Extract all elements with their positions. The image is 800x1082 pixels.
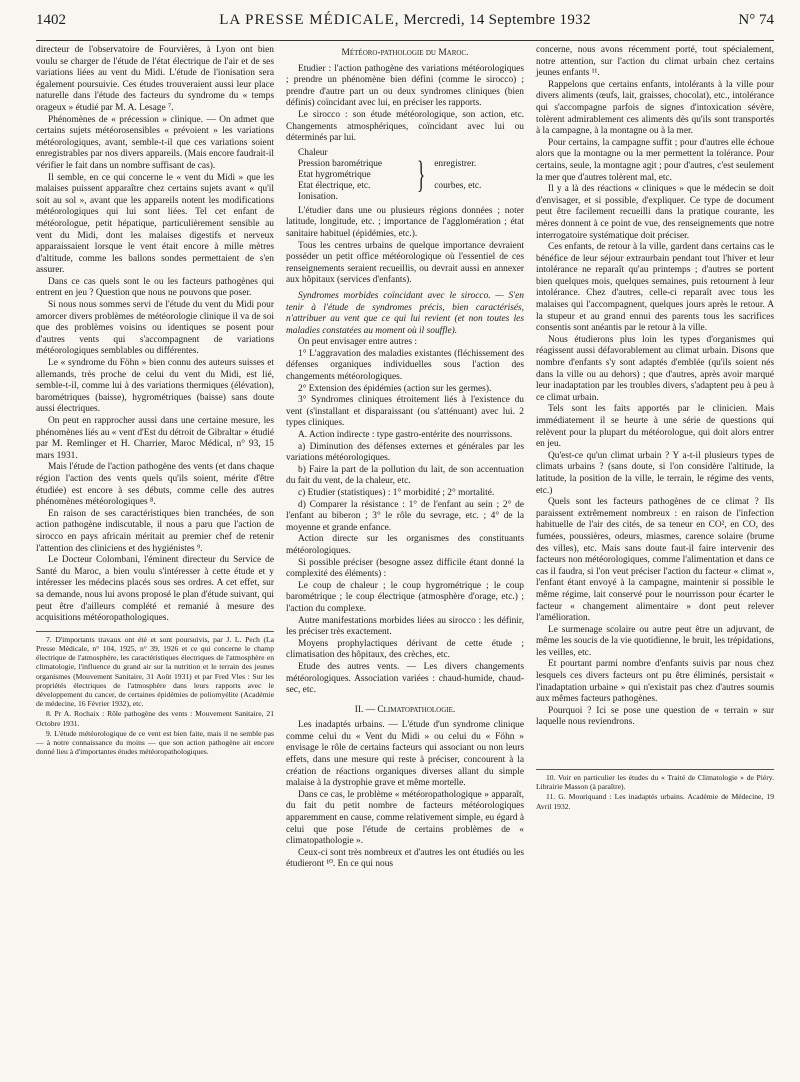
page-header (36, 12, 774, 36)
paragraph: d) Comparer la résistance : 1° de l'enfant au sein ; 2° de l'enfant au biberon ; 3° le rôle du sevrage, etc. ; 4° de la moyenne et grande enfance. (286, 499, 524, 533)
paragraph: 3° Syndromes cliniques étroitement liés à l'existence du vent (s'installant et disparaissant (ou s'atténuant) avec lui. 2 types cliniques. (286, 395, 524, 429)
columns (36, 45, 774, 871)
paragraph: Quels sont les facteurs pathogènes de ce climat ? Ils paraissent extrêmement nombreux : en raison de l'infection habituelle de l'air des cités, de sa teneur en CO², en CO, des fumées, poussières, odeurs, miasmes, carence solaire (brume des villes), etc. Mais sans doute faut-il faire intervenir des facteurs non météorologiques, comme l'alimentation et dans ce cas il faudra, si l'on veut préciser l'action du facteur « climat », l'enfant étant envoyé à la campagne, maintenir si possible le même régime, lait conservé pour le nourrisson pour écarter le facteur « changement alimentaire » dont peut relever l'amélioration. (536, 497, 774, 624)
paragraph: Dans ce cas quels sont le ou les facteurs pathogènes qui entrent en jeu ? Question que nous ne pouvons que poser. (36, 276, 274, 299)
factor-item: Ionisation. (298, 191, 338, 202)
paragraph: Si possible préciser (besogne assez difficile étant donné la complexité des éléments) : (286, 557, 524, 580)
paragraph: Mais l'étude de l'action pathogène des vents (et dans chaque région l'action des vents quels qu'ils soient, mérite d'être étudiée) est encore à ses débuts, comme celle des autres phénomènes météorologiques ⁸. (36, 462, 274, 508)
footnote: 7. D'importants travaux ont été et sont poursuivis, par J. L. Pech (La Presse Médicale, n° 104, 1925, n° 39, 1926 et ce qui concerne le champ électrique de l'atmosphère, les caractéristiques électriques de l'atmosphère en climatologie, l'influence du grand air sur la nutrition et le terrain des jeunes organismes (Mouvement Sanitaire, 31 Août 1931) et par Fred Vles : Sur les propriétés électriques de l'atmosphère dans leurs rapports avec le développement du cancer, de certaines épidémies de poliomyélite (Académie de médecine, 16 Février 1932), etc. (36, 634, 274, 709)
paragraph: a) Diminution des défenses externes et générales par les variations météorologiques. (286, 441, 524, 464)
paragraph: Le « syndrome du Föhn » bien connu des auteurs suisses et allemands, très proche de celui du vent du Midi, est lié, semble-t-il, comme lui à des variations thermiques (élévation), barométriques (baisse), hygrométriques (baisse) sans doute aussi électriques. (36, 358, 274, 415)
paragraph: On peut envisager entre autres : (298, 337, 417, 348)
paragraph: directeur de l'observatoire de Fourvières, à Lyon ont bien voulu se charger de l'étude de l'état électrique de l'air et de ses variations liées au vent du Midi. L'étude de l'ionisation sera également poursuivie. Ces études trouveraient aussi leur place naturelle dans l'étude des facteurs du syndrome du « temps orageux » étudié par M. A. Lesage ⁷. (36, 45, 274, 113)
paragraph: Le Docteur Colombani, l'éminent directeur du Service de Santé du Maroc, a bien voulu s'intéresser à cette étude et y intéresser les médecins placés sous ses ordres. A cet effet, sur sa demande, nous lui avons proposé le plan d'étude suivant, qui peut être d'ailleurs complété et remanié à mesure des acquisitions météoropathologiques. (36, 555, 274, 624)
paragraph: Pourquoi ? Ici se pose une question de « terrain » sur laquelle nous reviendrons. (536, 705, 774, 728)
paragraph: Il semble, en ce qui concerne le « vent du Midi » que les malaises puissent apparaître chez certains sujets avant « qu'il soit au sol », avant que les appareils notent les modifications météorologiques qui lui sont liées. Tel cet enfant de météorologue, petit hépatique, particulièrement sensible au vent du Midi, dont les malaises digestifs et nerveux apparaissaient lorsque le vent était encore à mille mètres d'altitude, comme les ballons sondes permettaient de s'en assurer. (36, 172, 274, 276)
paragraph: En raison de ses caractéristiques bien tranchées, de son action pathogène indiscutable, il nous a paru que l'action de sirocco en pays africain méritait au premier chef de retenir l'attention des cliniciens et des hygiénistes ⁹. (36, 508, 274, 554)
issue-number: N° 74 (738, 12, 774, 28)
paragraph: Si nous nous sommes servi de l'étude du vent du Midi pour amorcer divers problèmes de météorologie clinique il va de soi que des problèmes voisins ou identiques se posent pour d'autres vents qui s'accompagnent de variations météorologiques semblables ou différentes. (36, 300, 274, 357)
paragraph: Le surmenage scolaire ou autre peut être un adjuvant, de même les soucis de la vie quotidienne, le bruit, les trépidations, les veilles, etc. (536, 624, 774, 658)
factors-table (298, 148, 524, 203)
paragraph: Etudier : l'action pathogène des variations météorologiques ; prendre un phénomène bien défini (comme le sirocco) ; prendre d'autre part un ou deux syndromes cliniques (bien définis) coïncidant avec lui, en préciser les rapports. (286, 63, 524, 109)
paragraph: Et pourtant parmi nombre d'enfants suivis par nous chez lesquels ces divers facteurs ont pu être éliminés, persistait « l'inadaptation urbaine » qui n'existait pas chez d'autres soumis aux mêmes facteurs pathogènes. (536, 659, 774, 705)
paragraph: 2° Extension des épidémies (action sur les germes). (298, 383, 492, 394)
paragraph: Il y a là des réactions « cliniques » que le médecin se doit d'envisager, et si possible, d'expliquer. Ce type de document peut être facilement recueilli dans la pratique courante, les mères donnent à ce point de vue, des renseignements que notre interrogatoire systématique doit préciser. (536, 184, 774, 241)
footnotes-left (36, 631, 274, 757)
paragraph: Etude des autres vents. — Les divers changements météorologiques. Association variées : chaud-humide, chaud-sec, etc. (286, 661, 524, 696)
factors-actions (434, 159, 481, 192)
paragraph: Ces enfants, de retour à la ville, gardent dans certains cas le bénéfice de leur séjour extraurbain pendant tout l'hiver et leur intolérance ne reparaît qu'au printemps ; d'autres se portent bien quelques mois, quelques semaines, puis retournent à leur intolérance. Chez d'autres, celle-ci reparaît avec tous les malaises qui l'accompagnent, quelques jours après le retour. A la stupeur et au grand ennui des parents tous les sacrifices consentis sont anéantis par le retour à la ville. (536, 242, 774, 334)
factor-action: enregistrer. (434, 158, 477, 169)
paragraph: 1° L'aggravation des maladies existantes (fléchissement des défenses organiques individuelles sous l'action des changements météorologiques. (286, 348, 524, 383)
factors-list (298, 148, 408, 203)
paragraph: Rappelons que certains enfants, intolérants à la ville pour divers aliments (œufs, lait, graisses, chocolat), etc., intolérance qui s'accompagne parfois de signes d'intoxication sévère, tolèrent admirablement ces aliments dès qu'ils sont transportés à la campagne, à la montagne ou à la mer. (536, 79, 774, 137)
paragraph: Le coup de chaleur ; le coup hygrométrique ; le coup barométrique ; le coup électrique (atmosphère d'orage, etc.) ; l'action du complexe. (286, 580, 524, 614)
footnotes-right (536, 769, 774, 811)
paragraph: Pour certains, la campagne suffit ; pour d'autres elle échoue alors que la montagne ou la mer permettent la tolérance. Pour certains, seule, la montagne agit ; pour d'autres, c'est seulement la mer que d'autres tolèrent mal, etc. (536, 137, 774, 183)
paragraph: Syndromes morbides coïncidant avec le sirocco. — S'en tenir à l'étude de syndromes précis, bien caractérisés, n'attribuer au vent que ce qui lui revient (et non toutes les maladies constatées au moment où il souffle). (286, 290, 524, 336)
paragraph: L'étudier dans une ou plusieurs régions données ; noter latitude, longitude, etc. ; importance de l'agglomération ; état sanitaire habituel (épidémies, etc.). (286, 205, 524, 239)
factor-action: courbes, etc. (434, 180, 482, 191)
journal-name: LA PRESSE MÉDICALE, (219, 12, 400, 28)
column-middle (286, 45, 524, 871)
section-heading: Météoro-pathologie du Maroc. (341, 48, 469, 58)
paragraph: A. Action indirecte : type gastro-entérite des nourrissons. (298, 430, 513, 441)
factor-item: Etat hygrométrique (298, 169, 371, 180)
paragraph: Autre manifestations morbides liées au sirocco : les définir, les préciser très exactement. (286, 615, 524, 638)
paragraph: Tous les centres urbains de quelque importance devraient posséder un petit office météorologique où l'essentiel de ces renseignements seraient recueillis, ou devrait aussi en annexer aux hôpitaux (services d'enfants). (286, 240, 524, 286)
paragraph: Dans ce cas, le problème « météoropathologique » apparaît, du fait du petit nombre de facteurs météorologiques apparemment en cause, comme relativement simple, eu égard à celui que pose l'étude de certains problèmes de « climatopathologie ». (286, 789, 524, 847)
paragraph: On peut en rapprocher aussi dans une certaine mesure, les phénomènes liés au « vent d'Est du détroit de Gibraltar » étudié par M. Remlinger et H. Charrier, Maroc Médical, n° 93, 15 mars 1931. (36, 416, 274, 461)
brace-icon: } (417, 154, 426, 197)
footnote: 9. L'étude météorologique de ce vent est bien faite, mais il ne semble pas — à notre connaissance du moins — que son action pathogène ait encore donné lieu à d'importantes études météoropathologiques. (36, 728, 274, 757)
column-right (536, 45, 774, 871)
factor-item: Etat électrique, etc. (298, 180, 371, 191)
paragraph: b) Faire la part de la pollution du lait, de son accentuation du fait du vent, de la chaleur, etc. (286, 464, 524, 487)
issue-date: Mercredi, 14 Septembre 1932 (403, 12, 591, 28)
footnote: 10. Voir en particulier les études du « Traité de Climatologie » de Piéry. Librairie Masson (à paraître). (536, 773, 774, 792)
paragraph: c) Etudier (statistiques) : 1° morbidité ; 2° mortalité. (298, 488, 495, 498)
paragraph: concerne, nous avons récemment porté, tout spécialement, notre attention, sur l'action du climat urbain chez certains jeunes enfants ¹¹. (536, 45, 774, 79)
paragraph: Les inadaptés urbains. — L'étude d'un syndrome clinique comme celui du « Vent du Midi » ou celui du « Föhn » envisage le rôle de certains facteurs qui associant ou non leurs effets, dans une mesure qui reste à préciser, concourent à la création de réactions organiques diverses allant du simple malaise à la dystrophie grave et même mortelle. (286, 720, 524, 789)
paragraph: Ceux-ci sont très nombreux et d'autres les ont étudiés ou les étudieront ¹⁰. En ce qui nous (286, 847, 524, 870)
section-heading: II. — Climatopathologie. (354, 704, 456, 715)
footnote: 8. Pr A. Rochaix : Rôle pathogène des vents : Mouvement Sanitaire, 21 Octobre 1931. (36, 709, 274, 728)
paragraph: Tels sont les faits apportés par le clinicien. Mais immédiatement il se heurte à une série de questions qui relèvent pour la plupart du météorologue, qui doit alors entrer en jeu. (536, 404, 774, 450)
paragraph: Qu'est-ce qu'un climat urbain ? Y a-t-il plusieurs types de climats urbains ? (sans doute, si l'on considère l'altitude, la latitude, la position de la ville, le terrain, le régime des vents, etc.) (536, 450, 774, 496)
footnote: 11. G. Mouriquand : Les inadaptés urbains. Académie de Médecine, 19 Avril 1932. (536, 792, 774, 811)
paragraph: Le sirocco : son étude météorologique, son action, etc. Changements atmosphériques, coïncidant avec lui ou déterminés par lui. (286, 109, 524, 144)
paragraph: Nous étudierons plus loin les types d'organismes qui réagissent aussi défavorablement au climat urbain. Disons que nombre d'enfants s'y sont adaptés d'emblée (qu'ils soient nés dans la ville ou au dehors) ; que d'autres, après avoir marqué leur inadaptation par les troubles divers, s'adaptent peu à peu à ce climat urbain. (536, 334, 774, 403)
paragraph: Moyens prophylactiques dérivant de cette étude ; climatisation des hôpitaux, des crèches, etc. (286, 638, 524, 661)
factor-item: Chaleur (298, 147, 328, 158)
factor-item: Pression barométrique (298, 158, 383, 169)
column-left (36, 45, 274, 871)
journal-title (116, 12, 694, 29)
page-number: 1402 (36, 12, 66, 28)
paragraph: Phénomènes de « précession » clinique. — On admet que certains sujets météorosensibles « prévoient » les variations météorologiques, avant, semble-t-il que ces variations soient enregistrables par nos divers appareils. (Mais encore faudrait-il vérifier le fait dans un nombre suffisant de cas). (36, 114, 274, 171)
paragraph: Action directe sur les organismes des constituants météorologiques. (286, 534, 524, 556)
header-rule (36, 40, 774, 41)
